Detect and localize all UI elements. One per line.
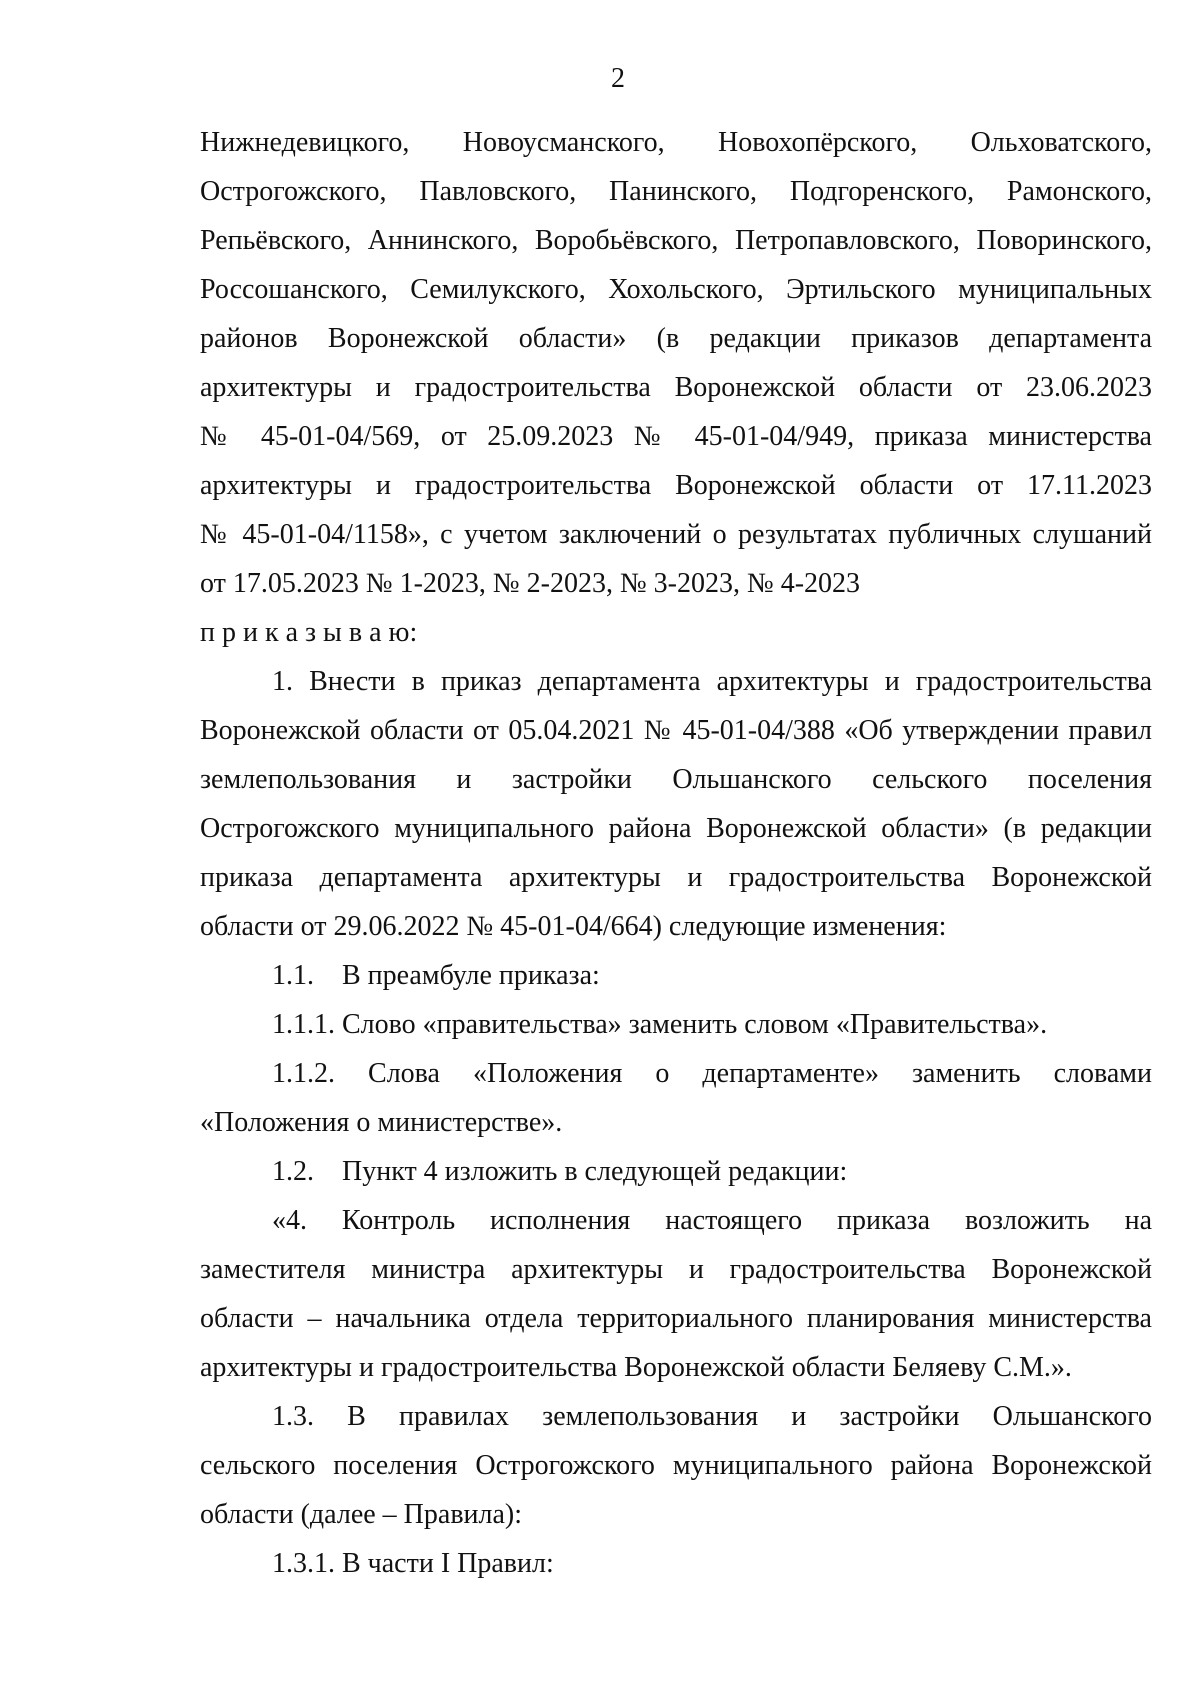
document-body xyxy=(200,118,1152,1588)
text-line: Репьёвского, Аннинского, Воробьёвского, Петропавловского, Поворинского, xyxy=(200,225,1152,256)
text-line: 1.1. В преамбуле приказа: xyxy=(272,960,600,991)
text-line: Нижнедевицкого, Новоусманского, Новохопёрского, Ольховатского, xyxy=(200,127,1152,158)
text-line: 1.3. В правилах землепользования и застройки Ольшанского xyxy=(272,1401,1152,1432)
text-line: 1.1.1. Слово «правительства» заменить словом «Правительства». xyxy=(272,1009,1048,1040)
text-line: архитектуры и градостроительства Воронежской области от 23.06.2023 xyxy=(200,372,1152,403)
text-line: сельского поселения Острогожского муниципального района Воронежской xyxy=(200,1450,1152,1481)
text-line: 1.2. Пункт 4 изложить в следующей редакции: xyxy=(272,1156,848,1187)
text-line: Воронежской области от 05.04.2021 № 45-01-04/388 «Об утверждении правил xyxy=(200,715,1152,746)
text-line: архитектуры и градостроительства Воронежской области от 17.11.2023 xyxy=(200,470,1152,501)
text-line: 1.3.1. В части I Правил: xyxy=(272,1548,554,1579)
text-line: Острогожского, Павловского, Панинского, Подгоренского, Рамонского, xyxy=(200,176,1152,207)
text-line: «4. Контроль исполнения настоящего приказа возложить на xyxy=(272,1205,1152,1236)
text-line: Острогожского муниципального района Воронежской области» (в редакции xyxy=(200,813,1152,844)
text-line: землепользования и застройки Ольшанского сельского поселения xyxy=(200,764,1152,795)
text-line: «Положения о министерстве». xyxy=(200,1107,563,1138)
text-line: № 45-01-04/1158», с учетом заключений о результатах публичных слушаний xyxy=(200,519,1152,550)
text-line: области от 29.06.2022 № 45-01-04/664) следующие изменения: xyxy=(200,911,947,942)
text-line: области – начальника отдела территориального планирования министерства xyxy=(200,1303,1152,1334)
text-line: 1.1.2. Слова «Положения о департаменте» заменить словами xyxy=(272,1058,1152,1089)
text-line: заместителя министра архитектуры и градостроительства Воронежской xyxy=(200,1254,1152,1285)
text-line: области (далее – Правила): xyxy=(200,1499,523,1530)
text-line: от 17.05.2023 № 1-2023, № 2-2023, № 3-2023, № 4-2023 xyxy=(200,568,861,599)
text-line: Россошанского, Семилукского, Хохольского, Эртильского муниципальных xyxy=(200,274,1152,305)
text-line: 1. Внести в приказ департамента архитектуры и градостроительства xyxy=(272,666,1152,697)
page-number: 2 xyxy=(611,63,625,94)
text-line: № 45-01-04/569, от 25.09.2023 № 45-01-04/949, приказа министерства xyxy=(200,421,1152,452)
text-line: архитектуры и градостроительства Воронежской области Беляеву С.М.». xyxy=(200,1352,1072,1383)
order-keyword: п р и к а з ы в а ю: xyxy=(200,617,418,648)
text-line: приказа департамента архитектуры и градостроительства Воронежской xyxy=(200,862,1152,893)
text-line: районов Воронежской области» (в редакции приказов департамента xyxy=(200,323,1152,354)
